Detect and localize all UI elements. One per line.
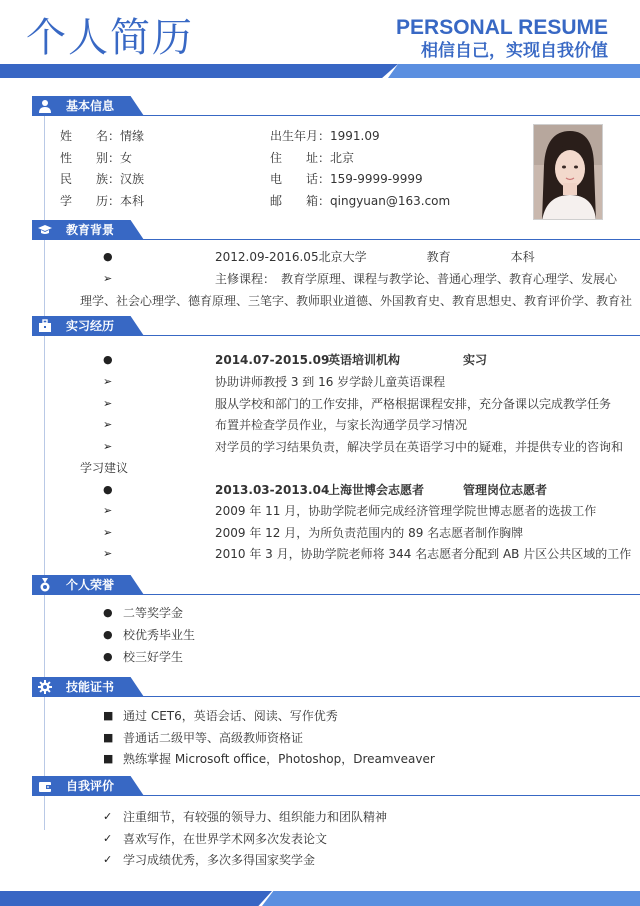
section-basic-title: 基本信息	[66, 99, 115, 113]
honor-item-2: 校优秀毕业生	[123, 628, 196, 642]
phone-row	[270, 170, 423, 188]
bullet-dot: ●	[103, 606, 113, 619]
honor-item-3: 校三好学生	[123, 650, 184, 664]
job1-item-4-wrap: 学习建议	[80, 461, 129, 475]
bullet-arrow: ➢	[103, 272, 113, 285]
bullet-arrow: ➢	[103, 504, 113, 517]
self-item-3: 学习成绩优秀，多次多得国家奖学金	[123, 853, 316, 867]
edu-line-3: 理学、社会心理学、德育原理、三笔字、教师职业道德、外国教育史、教育思想史、教育评价学、教育社	[80, 294, 633, 308]
section-honors-title: 个人荣誉	[66, 578, 115, 592]
ethnic-value: 汉族	[120, 172, 145, 186]
name-row	[60, 127, 144, 145]
job2-item-2: 2009 年 12 月，为所负责范围内的 89 名志愿者制作胸牌	[215, 526, 524, 540]
bullet-arrow: ➢	[103, 526, 113, 539]
gear-icon	[38, 680, 52, 694]
job2-period: 2013.03-2013.04	[215, 483, 330, 497]
graduation-cap-icon	[38, 223, 52, 237]
job2-item-1: 2009 年 11 月，协助学院老师完成经济管理学院世博志愿者的选拔工作	[215, 504, 597, 518]
phone-label: 电 话：	[270, 172, 331, 186]
job1-item-1: 协助讲师教授 3 到 16 岁学龄儿童英语课程	[215, 375, 446, 389]
phone-value: 159-9999-9999	[330, 172, 423, 186]
person-icon	[38, 99, 52, 113]
address-value: 北京	[330, 151, 355, 165]
wallet-icon	[38, 779, 52, 793]
gender-row	[60, 149, 132, 167]
slogan: 相信自己，实现自我价值	[421, 41, 608, 61]
bullet-arrow: ➢	[103, 547, 113, 560]
self-item-1: 注重细节，有较强的领导力、组织能力和团队精神	[123, 810, 388, 824]
en-title: PERSONAL RESUME	[396, 16, 608, 39]
bullet-arrow: ➢	[103, 375, 113, 388]
bullet-square: ■	[103, 731, 114, 744]
check-icon: ✓	[103, 810, 113, 823]
check-icon: ✓	[103, 832, 113, 845]
name-label: 姓 名：	[60, 129, 121, 143]
bullet-arrow: ➢	[103, 440, 113, 453]
degree-value: 本科	[120, 194, 145, 208]
job1-item-2: 服从学校和部门的工作安排，严格根据课程安排，充分备课以完成教学任务	[215, 397, 612, 411]
email-label: 邮 箱：	[270, 194, 331, 208]
section-self-title: 自我评价	[66, 779, 115, 793]
skill-item-1: 通过 CET6，英语会话、阅读、写作优秀	[123, 709, 338, 723]
job2-item-3: 2010 年 3 月，协助学院老师将 344 名志愿者分配到 AB 片区公共区域的工作	[215, 547, 632, 561]
job1-item-4: 对学员的学习结果负责，解决学员在英语学习中的疑难，并提供专业的咨询和	[215, 440, 624, 454]
timeline-line	[44, 110, 45, 830]
ethnic-row	[60, 170, 144, 188]
job1-role: 实习	[463, 353, 488, 367]
bullet-square: ■	[103, 709, 114, 722]
section-education-title: 教育背景	[66, 223, 115, 237]
portrait-image	[534, 125, 603, 220]
degree-row	[60, 192, 144, 210]
top-band-light	[388, 64, 640, 78]
job1-item-3: 布置并检查学员作业，与家长沟通学员学习情况	[215, 418, 468, 432]
degree-label: 学 历：	[60, 194, 121, 208]
job2-role: 管理岗位志愿者	[463, 483, 548, 497]
edu-line-1: 2012.09-2016.05北京大学 教育 本科	[215, 250, 535, 264]
bullet-arrow: ➢	[103, 397, 113, 410]
email-row	[270, 192, 450, 210]
name-value: 情缘	[120, 129, 145, 143]
birth-label: 出生年月：	[270, 129, 331, 143]
top-band-dark	[0, 64, 398, 78]
edu-line-2: 主修课程： 教育学原理、课程与教学论、普通心理学、教育心理学、发展心	[215, 272, 618, 286]
job2-org: 上海世博会志愿者	[328, 483, 425, 497]
bullet-dot: ●	[103, 628, 113, 641]
bullet-dot: ●	[103, 650, 113, 663]
address-label: 住 址：	[270, 151, 331, 165]
check-icon: ✓	[103, 853, 113, 866]
self-item-2: 喜欢写作，在世界学术网多次发表论文	[123, 832, 328, 846]
bullet-arrow: ➢	[103, 418, 113, 431]
cn-title: 个人简历	[26, 15, 194, 61]
skill-item-2: 普通话二级甲等、高级教师资格证	[123, 731, 304, 745]
bottom-band-dark	[0, 891, 272, 906]
section-internship-title: 实习经历	[66, 319, 115, 333]
skill-item-3: 熟练掌握 Microsoft office，Photoshop，Dreamveaver	[123, 752, 435, 766]
medal-icon	[38, 578, 52, 592]
email-value: qingyuan@163.com	[330, 194, 451, 208]
profile-photo	[533, 124, 603, 220]
briefcase-icon	[38, 319, 52, 333]
gender-value: 女	[120, 151, 133, 165]
bullet-dot: ●	[103, 483, 113, 496]
ethnic-label: 民 族：	[60, 172, 121, 186]
birth-row	[270, 127, 380, 145]
bullet-dot: ●	[103, 353, 113, 366]
bottom-band-light	[262, 891, 640, 906]
honor-item-1: 二等奖学金	[123, 606, 184, 620]
bullet-square: ■	[103, 752, 114, 765]
bullet-dot: ●	[103, 250, 113, 263]
job1-org: 英语培训机构	[328, 353, 401, 367]
gender-label: 性 别：	[60, 151, 121, 165]
birth-value: 1991.09	[330, 129, 380, 143]
address-row	[270, 149, 354, 167]
section-skills-title: 技能证书	[66, 680, 115, 694]
job1-period: 2014.07-2015.09	[215, 353, 330, 367]
